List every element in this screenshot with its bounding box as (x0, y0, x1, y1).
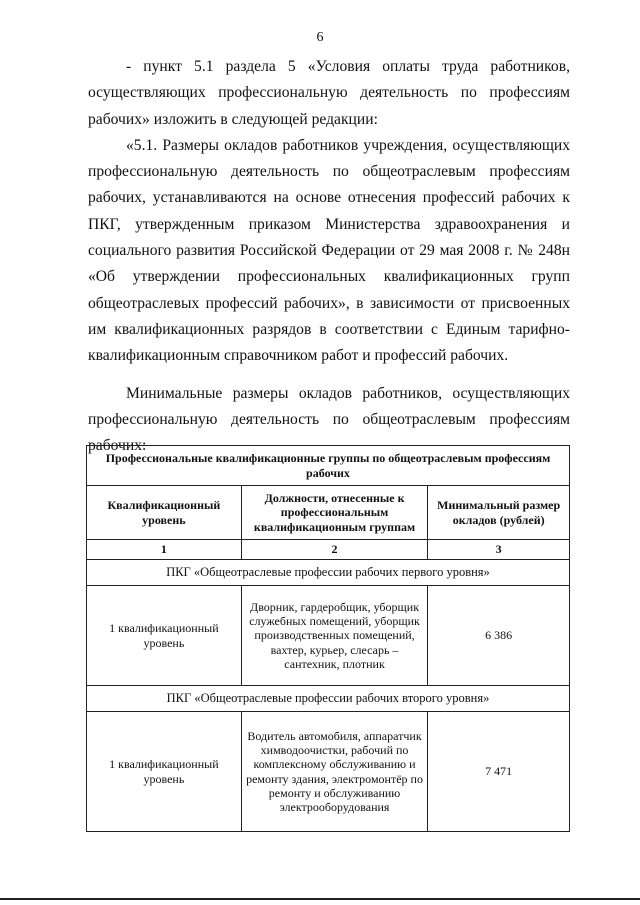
group-level: 1 квалификационный уровень (87, 712, 242, 832)
group-title: ПКГ «Общеотраслевые профессии рабочих первого уровня» (87, 560, 570, 586)
column-number: 3 (428, 540, 570, 560)
table-title: Профессиональные квалификационные группы по общеотраслевым профессиям рабочих (87, 446, 570, 486)
header-level: Квалификационный уровень (87, 486, 242, 540)
page-bottom-edge (0, 898, 640, 900)
salary-table (86, 445, 570, 832)
column-number: 1 (87, 540, 242, 560)
paragraph-3: Минимальные размеры окладов работников, осуществляющих профессиональную деятельность по общеотраслевым профессиям рабочих: (88, 384, 570, 455)
group-level: 1 квалификационный уровень (87, 586, 242, 686)
paragraph-2: «5.1. Размеры окладов работников учреждения, осуществляющих профессиональную деятельность по общеотраслевым профессиям рабочих, устанавливаются на основе отнесения профессий рабочих к ПКГ, утвержденным приказом Министерства здравоохранения и социального развития Российской Федерации от 29 мая 2008 г. № 248н «Об утверждении профессиональных квалификационных групп общеотраслевых профессий рабочих», в зависимости от присвоенных им квалификационных разрядов в соответствии с Единым тарифно-квалификационным справочником работ и профессий рабочих. (88, 136, 570, 365)
header-positions: Должности, отнесенные к профессиональным квалификационным группам (241, 486, 428, 540)
header-salary: Минимальный размер окладов (рублей) (428, 486, 570, 540)
group-salary: 7 471 (428, 712, 570, 832)
paragraph-1: - пункт 5.1 раздела 5 «Условия оплаты труда работников, осуществляющих профессиональную деятельность по профессиям рабочих» изложить в следующей редакции: (88, 58, 570, 128)
group-salary: 6 386 (428, 586, 570, 686)
group-positions: Водитель автомобиля, аппаратчик химводоочистки, рабочий по комплексному обслуживанию и ремонту здания, электромонтёр по ремонту и обслуживанию электрооборудования (241, 712, 428, 832)
body-text (88, 54, 570, 459)
group-positions: Дворник, гардеробщик, уборщик служебных помещений, уборщик производственных помещений, вахтер, курьер, слесарь – сантехник, плотник (241, 586, 428, 686)
column-number: 2 (241, 540, 428, 560)
page-number: 6 (316, 30, 324, 45)
group-title: ПКГ «Общеотраслевые профессии рабочих второго уровня» (87, 686, 570, 712)
